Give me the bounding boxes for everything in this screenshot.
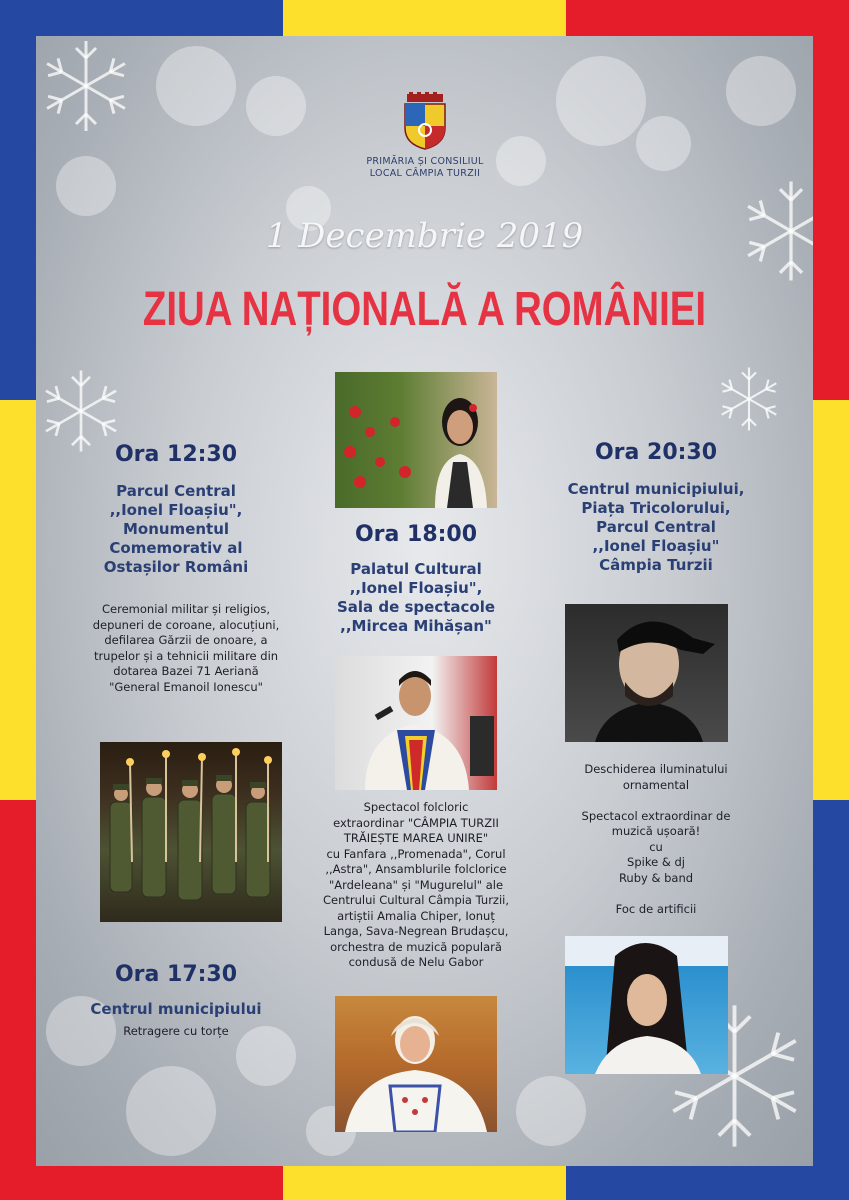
bokeh-light: [126, 1066, 216, 1156]
border-stripe-yellow-bottom: [283, 1166, 566, 1200]
bokeh-light: [156, 46, 236, 126]
event-date: 1 Decembrie 2019: [265, 216, 584, 256]
bokeh-light: [56, 156, 116, 216]
border-stripe-red-top: [566, 0, 849, 36]
snowflake-icon: [36, 36, 136, 136]
time-1800: Ora 18:00: [354, 522, 478, 547]
institution-name: PRIMĂRIA ȘI CONSILIUL LOCAL CÂMPIA TURZII: [366, 156, 484, 179]
border-stripe-blue-left: [0, 0, 36, 400]
description-1800: Spectacol folcloric extraordinar "CÂMPIA TURZII TRĂIEȘTE MAREA UNIRE" cu Fanfara ,,Promenada", Corul ,,Astra", Ansamblurile folclorice "Ardeleana" și "Mugurelul" ale Centrului Cultural Câmpia Turzii, artiștii Amalia Chiper, Ionuț Langa, Sava-Negrean Brudașcu, orchestra de muzică populară condusă de Nelu Gabor: [322, 800, 510, 969]
folk-singer-woman-2-photo: [335, 996, 497, 1132]
time-1230: Ora 12:30: [114, 442, 238, 467]
spike-portrait-photo: [565, 604, 728, 742]
poster-title: ZIUA NAȚIONALĂ A ROMÂNIEI: [142, 283, 707, 336]
bokeh-light: [556, 56, 646, 146]
border-stripe-red-right: [813, 0, 849, 400]
description-1730: Retragere cu torțe: [123, 1024, 229, 1038]
description-1230: Ceremonial militar și religios, depuneri de coroane, alocuțiuni, defilarea Gărzii de onoare, a trupelor și a tehnicii militare din dotarea Bazei 71 Aeriană "General Emanoil Ionescu": [92, 602, 280, 694]
snowflake-icon: [714, 364, 784, 434]
venue-2030: Centrul municipiului, Piața Tricolorului, Parcul Central ,,Ionel Floașiu" Câmpia Turzii: [567, 480, 745, 574]
soldiers-with-torches-photo: [100, 742, 282, 922]
border-stripe-blue-top: [0, 0, 283, 36]
border-stripe-blue-right: [813, 800, 849, 1200]
poster-panel: [36, 36, 813, 1166]
border-stripe-red-bottom: [0, 1166, 283, 1200]
bokeh-light: [636, 116, 691, 171]
border-stripe-blue-bottom: [566, 1166, 849, 1200]
description-2030: Deschiderea iluminatului ornamental Spectacol extraordinar de muzică ușoară! cu Spike & dj Ruby & band Foc de artificii: [581, 762, 731, 916]
border-stripe-yellow-top: [283, 0, 566, 36]
ruby-portrait-photo: [565, 936, 728, 1074]
bokeh-light: [516, 1076, 586, 1146]
folk-singer-man-photo: [335, 656, 497, 790]
folk-singer-woman-photo: [335, 372, 497, 508]
venue-1730: Centrul municipiului: [90, 1000, 262, 1018]
time-1730: Ora 17:30: [114, 962, 238, 987]
bokeh-light: [726, 56, 796, 126]
venue-1800: Palatul Cultural ,,Ionel Floașiu", Sala de spectacole ,,Mircea Mihășan": [336, 560, 496, 635]
venue-1230: Parcul Central ,,Ionel Floașiu", Monumentul Comemorativ al Ostașilor Români: [103, 482, 249, 576]
time-2030: Ora 20:30: [594, 440, 718, 465]
border-stripe-yellow-right: [813, 400, 849, 800]
bokeh-light: [246, 76, 306, 136]
border-stripe-red-left: [0, 800, 36, 1200]
border-stripe-yellow-left: [0, 400, 36, 800]
coat-of-arms-icon: [401, 92, 449, 150]
